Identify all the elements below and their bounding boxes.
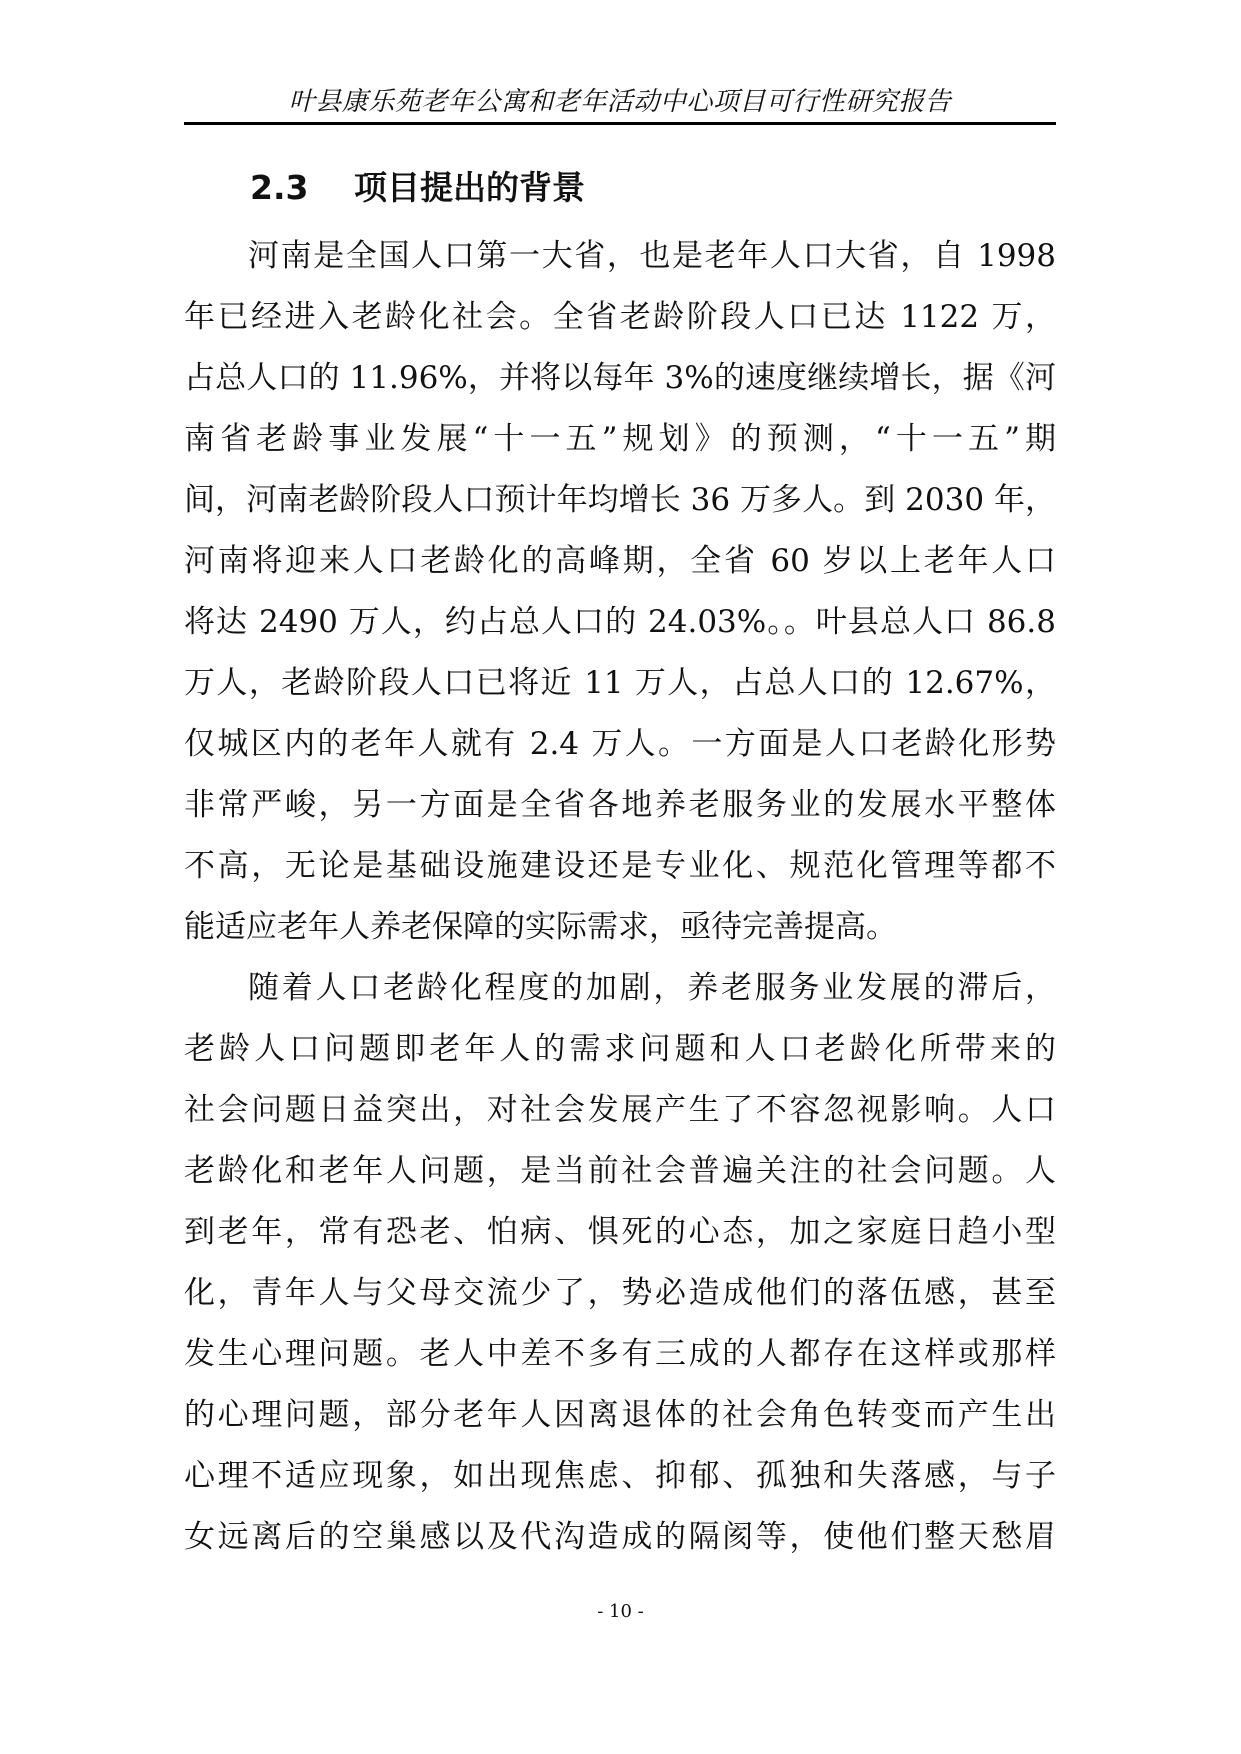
- paragraph: [184, 958, 1056, 1568]
- section-heading: [184, 163, 585, 213]
- text-line: 年已经进入老龄化社会。全省老龄阶段人口已达 1122 万，: [184, 299, 1056, 335]
- text-line: 河南是全国人口第一大省，也是老年人口大省，自 1998: [248, 238, 1056, 274]
- text-line: 仅城区内的老年人就有 2.4 万人。一方面是人口老龄化形势: [184, 726, 1056, 762]
- text-line: 女远离后的空巢感以及代沟造成的隔阂等，使他们整天愁眉: [184, 1519, 1056, 1555]
- paragraph: [184, 226, 1056, 958]
- section-title: 项目提出的背景: [354, 168, 585, 207]
- text-line: 到老年，常有恐老、怕病、惧死的心态，加之家庭日趋小型: [184, 1214, 1056, 1250]
- text-line: 社会问题日益突出，对社会发展产生了不容忽视影响。人口: [184, 1092, 1056, 1128]
- text-line: 河南将迎来人口老龄化的高峰期，全省 60 岁以上老年人口: [184, 543, 1056, 579]
- text-line: 万人，老龄阶段人口已将近 11 万人，占总人口的 12.67%，: [184, 665, 1056, 701]
- body-text: [184, 226, 1056, 1568]
- text-line: 老龄人口问题即老年人的需求问题和人口老龄化所带来的: [184, 1031, 1056, 1067]
- text-line: 的心理问题，部分老年人因离退体的社会角色转变而产生出: [184, 1397, 1056, 1433]
- text-line: 占总人口的 11.96%，并将以每年 3%的速度继续增长，据《河: [184, 360, 1056, 396]
- text-line: 能适应老年人养老保障的实际需求，亟待完善提高。: [184, 909, 897, 945]
- text-line: 将达 2490 万人，约占总人口的 24.03%。。叶县总人口 86.8: [184, 604, 1056, 640]
- text-line: 间，河南老龄阶段人口预计年均增长 36 万多人。到 2030 年，: [184, 482, 1056, 518]
- text-line: 老龄化和老年人问题，是当前社会普遍关注的社会问题。人: [184, 1153, 1056, 1189]
- section-number: 2.3: [250, 168, 309, 207]
- text-line: 非常严峻，另一方面是全省各地养老服务业的发展水平整体: [184, 787, 1056, 823]
- page-number: - 10 -: [597, 1601, 644, 1622]
- text-line: 心理不适应现象，如出现焦虑、抑郁、孤独和失落感，与子: [184, 1458, 1056, 1494]
- text-line: 不高，无论是基础设施建设还是专业化、规范化管理等都不: [184, 848, 1056, 884]
- header-rule: [184, 122, 1056, 125]
- text-line: 发生心理问题。老人中差不多有三成的人都存在这样或那样: [184, 1336, 1056, 1372]
- text-line: 随着人口老龄化程度的加剧，养老服务业发展的滞后，: [248, 970, 1056, 1006]
- running-header: 叶县康乐苑老年公寓和老年活动中心项目可行性研究报告: [288, 87, 952, 117]
- text-line: 化，青年人与父母交流少了，势必造成他们的落伍感，甚至: [184, 1275, 1056, 1311]
- text-line: 南省老龄事业发展“十一五”规划》的预测，“十一五”期: [184, 421, 1056, 457]
